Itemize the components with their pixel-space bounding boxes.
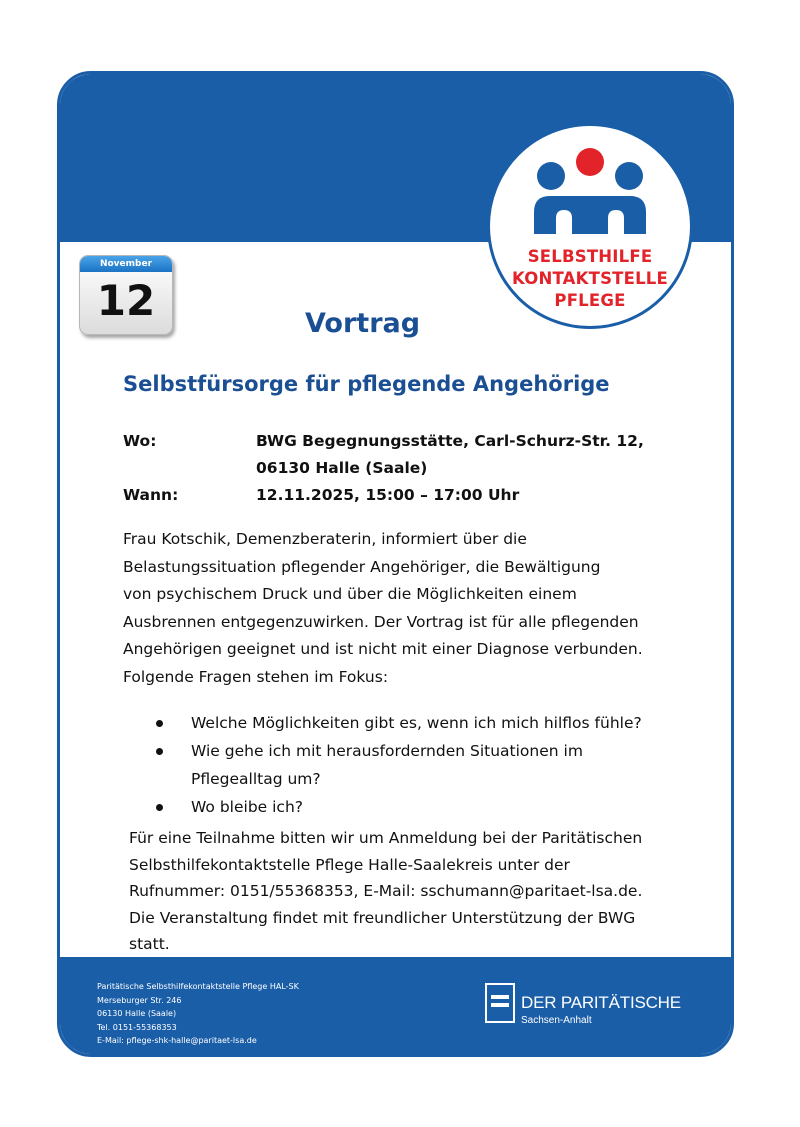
description-line: Folgende Fragen stehen im Fokus:	[123, 667, 389, 686]
address-line: Tel. 0151-55368353	[97, 1022, 177, 1032]
bullet-icon	[156, 720, 163, 727]
footer-address	[97, 980, 299, 1048]
list-item	[150, 793, 642, 821]
closing-line: Selbsthilfekontaktstelle Pflege Halle-Saalekreis unter der	[129, 855, 570, 874]
description-line: Belastungssituation pflegender Angehöriger, die Bewältigung	[123, 557, 601, 576]
address-line: Paritätische Selbsthilfekontaktstelle Pflege HAL-SK	[97, 982, 299, 991]
where-line-1: BWG Begegnungsstätte, Carl-Schurz-Str. 12,	[256, 432, 644, 450]
description-line: Ausbrennen entgegenzuwirken. Der Vortrag ist für alle pflegenden	[123, 612, 639, 631]
logo-line-1: SELBSTHILFE	[527, 247, 653, 266]
page-subtitle: Selbstfürsorge für pflegende Angehörige	[123, 372, 610, 396]
question-text: Wo bleibe ich?	[191, 798, 303, 816]
bullet-icon	[156, 748, 163, 755]
description-line: von psychischem Druck und über die Möglichkeiten einem	[123, 585, 577, 603]
closing-line: Rufnummer: 0151/55368353, E-Mail: sschumann@paritaet-lsa.de.	[129, 882, 643, 900]
closing-line: statt.	[129, 935, 170, 953]
closing-line: Die Veranstaltung findet mit freundlicher Unterstützung der BWG	[129, 908, 636, 927]
address-line: Merseburger Str. 246	[97, 995, 182, 1005]
calendar-month: November	[80, 256, 172, 272]
bullet-icon	[156, 804, 163, 811]
question-text: Pflegealltag um?	[191, 770, 321, 788]
logo-line-2: KONTAKTSTELLE	[512, 269, 668, 288]
logo-bar	[491, 1003, 509, 1007]
paritaetische-logo	[485, 983, 705, 1029]
address-line: 06130 Halle (Saale)	[97, 1009, 177, 1018]
description-line: Frau Kotschik, Demenzberaterin, informiert über die	[123, 530, 527, 548]
when-label: Wann:	[123, 486, 179, 504]
selbsthilfe-logo	[487, 123, 693, 329]
closing-line: Für eine Teilnahme bitten wir um Anmeldung bei der Paritätischen	[129, 829, 643, 847]
where-line-2: 06130 Halle (Saale)	[256, 459, 428, 477]
list-item	[150, 737, 642, 793]
question-list	[150, 709, 642, 821]
calendar-body	[79, 255, 173, 335]
address-line: E-Mail: pflege-shk-halle@paritaet-lsa.de	[97, 1036, 257, 1045]
org-name: DER PARITÄTISCHE	[521, 993, 681, 1012]
logo-line-3: PFLEGE	[554, 291, 626, 310]
list-item	[150, 709, 642, 737]
description-line: Angehörigen geeignet und ist nicht mit einer Diagnose verbunden.	[123, 640, 643, 658]
registration-info	[129, 825, 642, 958]
question-text: Wie gehe ich mit herausfordernden Situationen im	[191, 742, 583, 760]
where-label: Wo:	[123, 432, 157, 450]
page-title: Vortrag	[305, 308, 421, 339]
description	[123, 526, 713, 691]
org-region: Sachsen-Anhalt	[521, 1015, 592, 1026]
logo-bar	[491, 995, 509, 999]
calendar-day: 12	[96, 276, 156, 325]
calendar-icon	[79, 255, 173, 335]
question-text: Welche Möglichkeiten gibt es, wenn ich mich hilflos fühle?	[191, 714, 642, 732]
when-value: 12.11.2025, 15:00 – 17:00 Uhr	[256, 486, 520, 504]
